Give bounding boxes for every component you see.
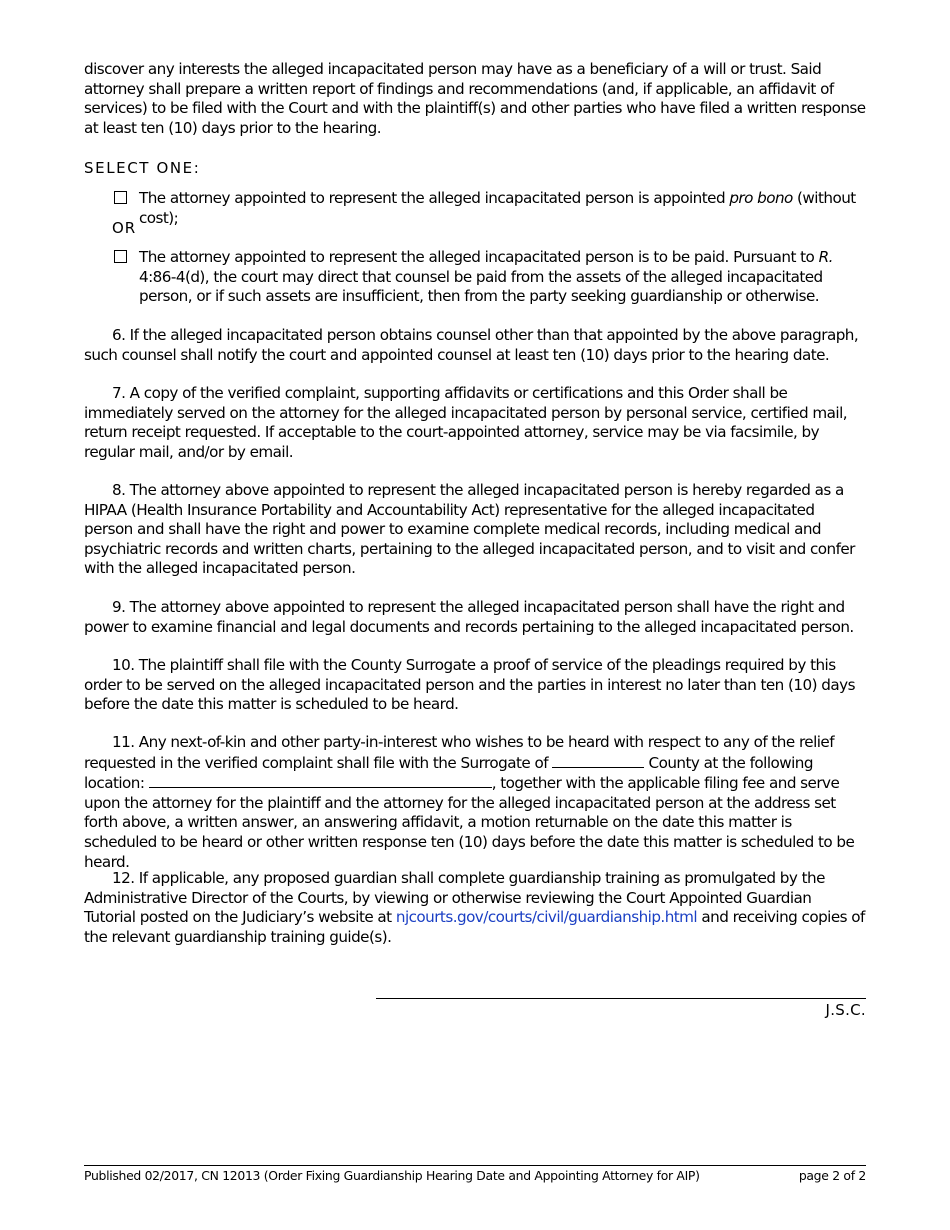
guardianship-link[interactable]: njcourts.gov/courts/civil/guardianship.html xyxy=(395,908,698,927)
footer-divider xyxy=(84,1165,866,1166)
paragraph-10: 10. The plaintiff shall file with the County Surrogate a proof of service of the pleadings required by this order to be served on the alleged incapacitated person and the parties in interest no later than ten (10) days before the date this matter is scheduled to be heard. xyxy=(84,656,855,714)
paragraph-6: 6. If the alleged incapacitated person obtains counsel other than that appointed by the above paragraph, such counsel shall notify the court and appointed counsel at least ten (10) days prior to the hearing date. xyxy=(84,326,859,364)
paragraph-12: 12. If applicable, any proposed guardian shall complete guardianship training as promulgated by the Administrative Director of the Courts, by viewing or otherwise reviewing the Court Appointed Guardian Tutorial posted on the Judiciary’s website at njcourts.gov/courts/civil/guardianship.html and receiving copies of the relevant guardianship training guide(s). xyxy=(84,869,865,946)
paragraph-11: 11. Any next-of-kin and other party-in-interest who wishes to be heard with respect to any of the relief requested in the verified complaint shall file with the Surrogate of County at the following location: , together with the applicable filing fee and serve upon the attorney for the plaintiff and the attorney for the alleged incapacitated person at the address set forth above, a written answer, an answering affidavit, a motion returnable on the date this matter is scheduled to be heard or other written response ten (10) days before the date this matter is scheduled to be heard. xyxy=(84,733,855,871)
footer-publication-info: Published 02/2017, CN 12013 (Order Fixing Guardianship Hearing Date and Appointing Attorney for AIP) xyxy=(84,1168,700,1183)
paragraph-8: 8. The attorney above appointed to represent the alleged incapacitated person is hereby regarded as a HIPAA (Health Insurance Portability and Accountability Act) representative for the alleged incapacitated person and shall have the right and power to examine complete medical records, including medical and psychiatric records and written charts, pertaining to the alleged incapacitated person, and to visit and confer with the alleged incapacitated person. xyxy=(84,481,855,578)
location-blank[interactable] xyxy=(149,773,492,788)
intro-paragraph: discover any interests the alleged incapacitated person may have as a beneficiary of a will or trust. Said attorney shall prepare a written report of findings and recommendations (and, if applicable, an affidavit of services) to be filed with the Court and with the plaintiff(s) and other parties who have filed a written response at least ten (10) days prior to the hearing. xyxy=(84,60,866,137)
signature-line xyxy=(376,998,866,999)
select-one-heading: SELECT ONE: xyxy=(84,159,201,177)
option-paid xyxy=(114,248,866,307)
option-pro-bono-text: The attorney appointed to represent the alleged incapacitated person is appointed pro bono (without cost); xyxy=(139,189,856,227)
surrogate-county-blank[interactable] xyxy=(552,753,644,768)
paragraph-9: 9. The attorney above appointed to represent the alleged incapacitated person shall have the right and power to examine financial and legal documents and records pertaining to the alleged incapacitated person. xyxy=(84,598,854,636)
page-number: page 2 of 2 xyxy=(798,1168,866,1183)
pro-bono-checkbox[interactable] xyxy=(114,191,127,204)
signature-label: J.S.C. xyxy=(825,1001,866,1019)
option-paid-text: The attorney appointed to represent the alleged incapacitated person is to be paid. Pursuant to R. 4:86-4(d), the court may direct that counsel be paid from the assets of the alleged incapacitated person, or if such assets are insufficient, then from the party seeking guardianship or otherwise. xyxy=(139,248,833,306)
paid-checkbox[interactable] xyxy=(114,250,127,263)
or-label: OR xyxy=(112,219,137,237)
paragraph-7: 7. A copy of the verified complaint, supporting affidavits or certifications and this Order shall be immediately served on the attorney for the alleged incapacitated person by personal service, certified mail, return receipt requested. If acceptable to the court-appointed attorney, service may be via facsimile, by regular mail, and/or by email. xyxy=(84,384,848,461)
footer xyxy=(84,1168,866,1183)
option-pro-bono xyxy=(114,189,866,228)
